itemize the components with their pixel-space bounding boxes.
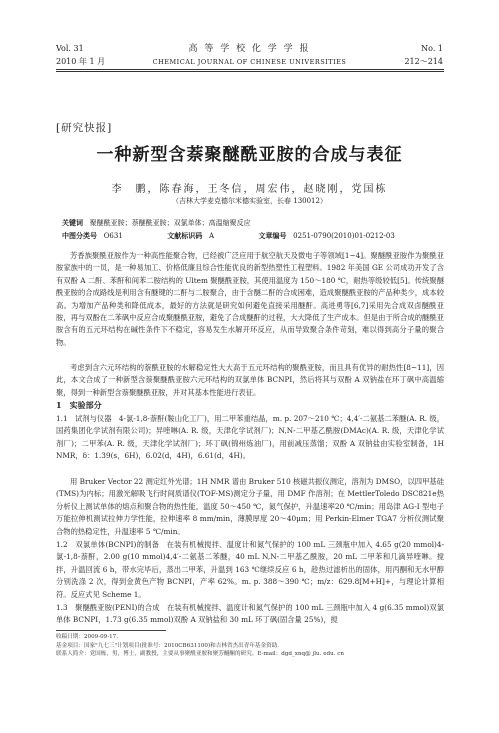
doc-code-label: 文献标识码 <box>167 231 203 240</box>
issue-number: No. 1 <box>421 44 443 53</box>
volume: Vol. 31 <box>56 44 84 53</box>
polymer-synthesis-paragraph: 1.3 聚醚酰亚胺(PENI)的合成 在装有机械搅拌、温度计和氮气保护的 100 mL 三颈瓶中加入 4 g(6.35 mmol)双氯单体 BCNPI，1.73 g(6.35 mmol)双酚 A 双钠盐和 30 mL 环丁砜(固含量 25%)，搅 <box>56 603 444 625</box>
reagents-paragraph: 1.1 试剂与仪器 4-氯-1,8-萘酐(鞍山化工厂)，用二甲苯重结晶，m. p. 207～210 ℃；4,4′-二氨基二苯醚(A. R. 级，国药集团化学试剂有限公司)；异喹啉(A. R. 级，天津化学试剂厂)；N,N-二甲基乙酰胺(DMAc)(A. R. 级，天津化学试剂厂)；二甲苯(A. R. 级，天津化学试剂厂)；环丁砜(锦州炼油厂)，用前减压蒸馏；双酚 A 双钠盐由实验室制备，1H NMR，δ：1.39(s，6H)，6.02(d，4H)，6.61(d，4H)。 <box>56 414 444 461</box>
received-date: 收稿日期：2009-09-17. <box>56 634 118 640</box>
header-rule-2 <box>56 71 444 72</box>
keywords: 聚醚酰亚胺；萘醚酰亚胺；双氯单体；高温缩聚反应 <box>89 219 251 227</box>
monomer-prep-paragraph: 1.2 双氯单体(BCNPI)的制备 在装有机械搅拌、温度计和氮气保护的 100 mL 三颈瓶中加入 4.65 g(20 mmol)4-氯-1,8-萘酐，2.00 g(10 mmol)4,4′-二氨基二苯醚，40 mL N,N-二甲基乙酰胺，20 mL 二甲苯和几滴异喹啉。搅拌，升温回流 6 h，带水完毕后，蒸出二甲苯，升温到 163 ℃继续反应 6 h，趁热过滤析出的固体，用丙酮和无水甲醇分别洗涤 2 次，得到金黄色产物 BCNPI，产率 62%。m. p. 388～390 ℃；m/z：629.8[M+H]+，与理论计算相符。反应式见 Scheme 1。 <box>56 540 444 599</box>
journal-title-en: CHEMICAL JOURNAL OF CHINESE UNIVERSITIES <box>152 58 347 66</box>
section-heading-experimental: 1 实验部分 <box>56 400 102 410</box>
article-title: 一种新型含萘聚醚酰亚胺的合成与表征 <box>96 145 403 165</box>
funding-note: 基金项目：国家"九七三"计划项目(批准号：2010CB631100)和吉林省杰出青年基金资助. <box>56 642 280 649</box>
intro-paragraph-2: 考虑到含六元环结构的萘酰亚胺的水解稳定性大大高于五元环结构的聚酰亚胺，而且具有优异的耐热性[8~11]，因此，本文合成了一种新型含萘聚醚酰亚胺六元环结构的双氯单体 BCNPI，然后将其与双酚 A 双钠盐在环丁砜中高温缩聚，得到一种新型含萘聚醚酰亚胺，并对其基本性能进行表征。 <box>56 363 444 397</box>
footnote-rule <box>56 630 166 631</box>
clc-label: 中图分类号 <box>62 231 97 240</box>
keywords-row <box>62 218 251 228</box>
instruments-paragraph: 用 Bruker Vector 22 测定红外光谱；1H NMR 谱由 Bruker 510 核磁共振仪测定，溶剂为 DMSO，以四甲基硅(TMS)为内标；用激光解吸飞行时间质谱仪(TOF-MS)测定分子量，用 DMF 作溶剂；在 MettlerToledo DSC821e热分析仪上测试单体的熔点和聚合物的热性能，温度 50～450 ℃，氮气保护，升温速率20 ℃/min；用岛津 AG-I 型电子万能拉伸机测试拉伸力学性能，拉伸速率 8 mm/min，薄膜厚度 20～40μm；用 Perkin-Elmer TGA7 分析仪测试聚合物的热稳定性，升温速率 5 ℃/min。 <box>56 477 444 536</box>
page-range: 212～214 <box>404 57 443 66</box>
doc-code: A <box>208 232 215 240</box>
header-rule <box>56 69 444 70</box>
clc-code: O631 <box>103 232 123 240</box>
article-number: 0251-0790(2010)01-0212-03 <box>293 232 395 240</box>
keywords-label: 关键词 <box>62 218 83 227</box>
affiliation: （吉林大学麦克德尔米德实验室，长春 130012） <box>172 197 327 205</box>
article-number-label: 文章编号 <box>258 231 287 240</box>
publish-date: 2010 年 1 月 <box>56 57 106 66</box>
authors: 李 鹏，陈春海，王冬信，周宏伟，赵晓刚，党国栋 <box>111 184 388 195</box>
classification-row <box>62 231 395 241</box>
intro-paragraph-1: 芳香族聚酰亚胺作为一种高性能聚合物，已经被广泛应用于航空航天及微电子等领域[1~4]。聚醚酰亚胺作为聚酰亚胺家族中的一员，是一种易加工、价格低廉且综合性能优良的新型热塑性工程塑料。1982 年美国 GE 公司成功开发了含有双酚 A 二酐、苯酐和间苯二胺结构的 Ultem 聚醚酰亚胺，其使用温度为 150～180 ℃，耐热等级较低[5]。传统聚醚酰亚胺的合成路线是利用含有醚键的二酐与二胺聚合，由于含醚二酐的合成困难，造成聚醚酰亚胺的产品种类少，成本较高。为增加产品种类和降低成本，最好的方法就是研究如何避免直接采用醚酐。高进勇等[6,7]采用先合成双卤醚酰亚胺，再与双酚在二苯砜中反应合成聚醚酰亚胺，避免了合成醚酐的过程，大大降低了生产成本。但是由于所合成的醚酰亚胺含有的五元环结构在碱性条件下不稳定，容易发生水解开环反应，从而导致聚合条件苛刻，难以得到高分子量的聚合物。 <box>56 251 444 347</box>
contact-note: 联系人简介：党国栋，男，博士，副教授，主要从事聚酰亚胺和聚芳醚酮的研究。E-mail：dgd_xnq@ jlu. edu. cn <box>56 651 344 658</box>
footnotes <box>56 633 444 659</box>
journal-title-cn: 高 等 学 校 化 学 学 报 <box>188 44 311 54</box>
article-type-tag: [研究快报] <box>56 122 113 134</box>
